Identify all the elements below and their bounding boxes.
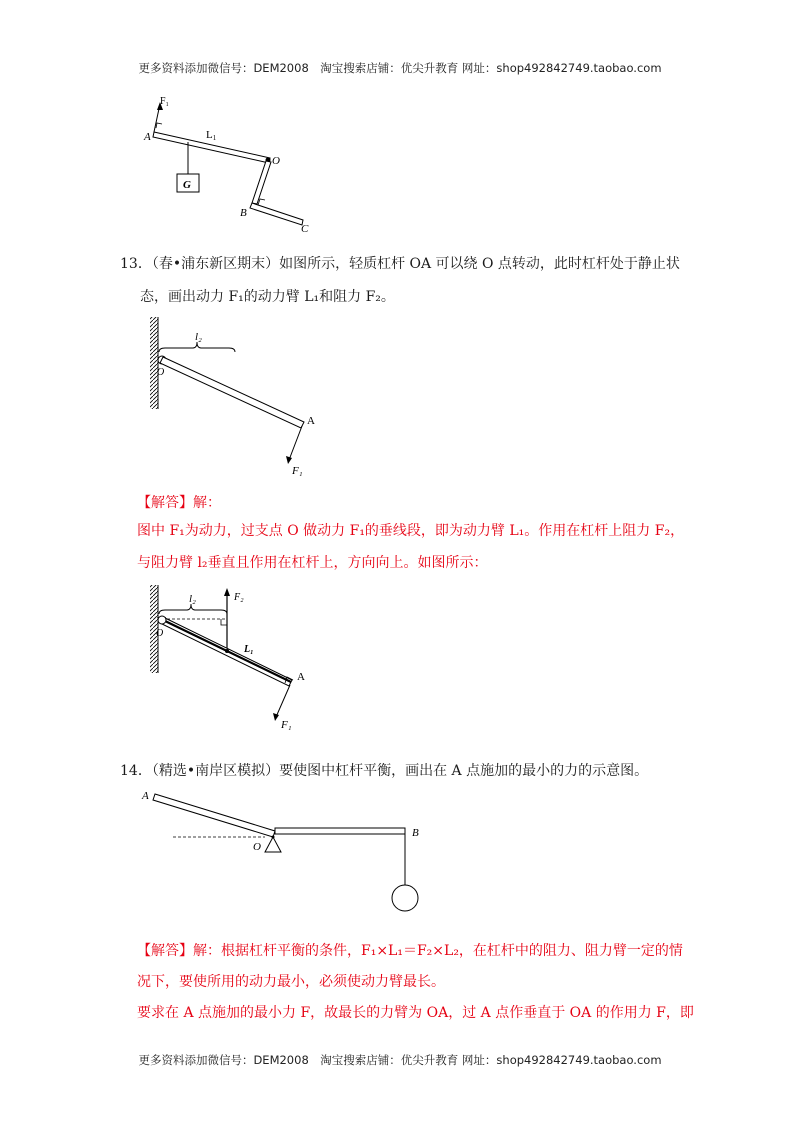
- f1-label: $F_1$: [160, 96, 169, 108]
- q13-text-line2: 态，画出动力 F₁的动力臂 L₁和阻力 F₂。: [140, 289, 395, 305]
- pivot-o-label: O: [157, 367, 165, 378]
- q13-answer-heading: [137, 493, 717, 513]
- l2-label: l₂: [195, 331, 202, 343]
- page-footer: 更多资料添加微信号：DEM2008 淘宝搜索店铺：优尖升教育 网址：shop492842749.taobao.com: [138, 1053, 662, 1067]
- point-b-label: B: [412, 827, 419, 839]
- q14-answer-line3: 要求在 A 点施加的最小力 F，故最长的力臂为 OA，过 A 点作垂直于 OA 的作用力 F，即: [137, 1005, 694, 1021]
- pivot-o-label: O: [272, 155, 280, 167]
- point-a-label: A: [142, 790, 149, 802]
- q13-answer-line1: 图中 F₁为动力，过支点 O 做动力 F₁的垂线段，即为动力臂 L₁。作用在杠杆上阻力 F₂，: [137, 523, 685, 539]
- f1-label: F₁: [281, 719, 292, 731]
- l1-label: L₁: [244, 644, 254, 655]
- answer-tag: 【解答】: [137, 495, 193, 511]
- l1-label: L1: [206, 129, 217, 142]
- lever-figure-q14: [135, 782, 435, 917]
- pivot-o-label: O: [156, 628, 164, 639]
- lever-figure-q12: [140, 92, 330, 232]
- answer-head: 解：: [193, 495, 221, 511]
- pivot-o-label: O: [253, 841, 261, 853]
- q14-answer-line1: 【解答】解：根据杠杆平衡的条件，F₁×L₁＝F₂×L₂，在杠杆中的阻力、阻力臂一定的情: [137, 943, 683, 959]
- q13-answer-line2: 与阻力臂 l₂垂直且作用在杠杆上，方向向上。如图所示：: [137, 555, 488, 571]
- l2-label: l₂: [189, 593, 196, 605]
- answer-tag: 【解答】: [137, 943, 193, 959]
- q13-text-line1: 13．（春•浦东新区期末）如图所示，轻质杠杆 OA 可以绕 O 点转动，此时杠杆处于静止状: [120, 256, 680, 272]
- weight-g-label: G: [183, 179, 191, 191]
- point-a-label: A: [307, 415, 315, 427]
- lever-answer-figure-q13: [145, 580, 325, 740]
- f1-label: F₁: [292, 465, 303, 477]
- page-header: 更多资料添加微信号：DEM2008 淘宝搜索店铺：优尖升教育 网址：shop492842749.taobao.com: [138, 61, 662, 75]
- point-a-label: A: [144, 131, 151, 143]
- q14-text-line1: 14．（精选•南岸区模拟）要使图中杠杆平衡，画出在 A 点施加的最小的力的示意图。: [120, 763, 649, 779]
- point-c-label: C: [301, 223, 309, 232]
- q14-answer-line2: 况下，要使所用的动力最小，必须使动力臂最长。: [137, 974, 445, 990]
- point-b-label: B: [240, 207, 247, 219]
- lever-figure-q13: [145, 312, 325, 482]
- f2-label: F₂: [234, 592, 244, 603]
- point-a-label: A: [297, 671, 305, 683]
